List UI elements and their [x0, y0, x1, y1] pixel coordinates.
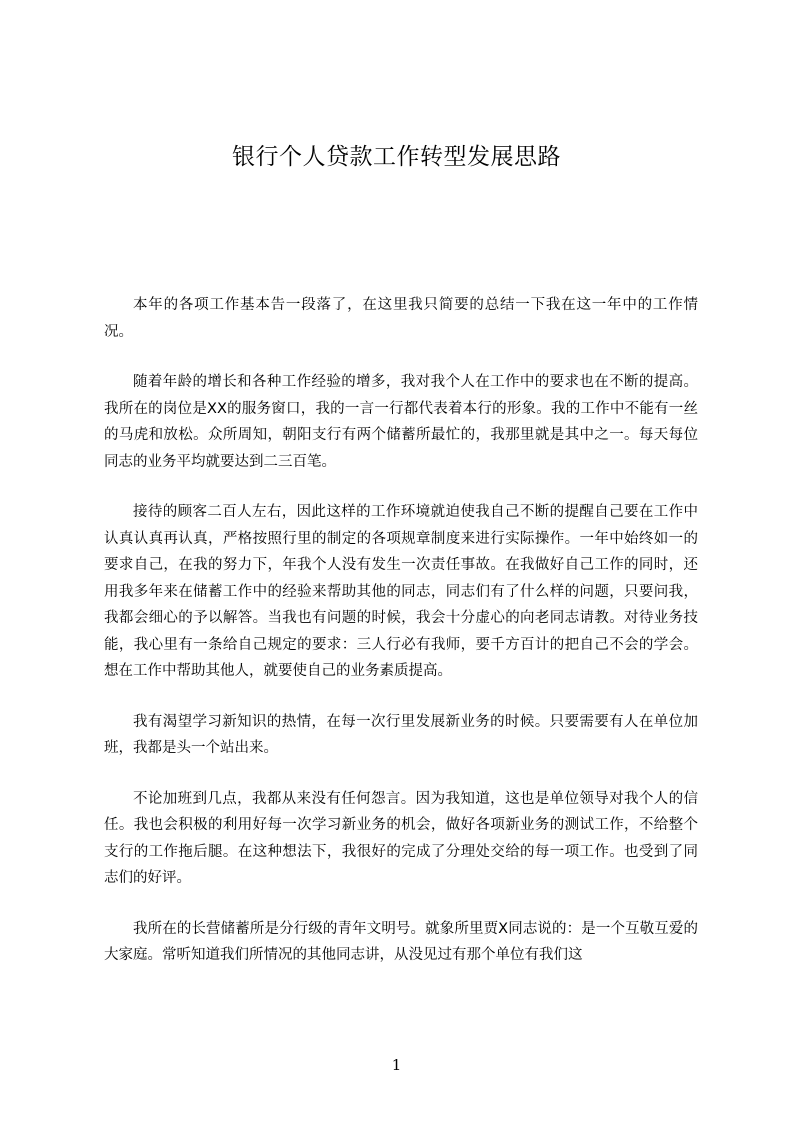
document-title: 银行个人贷款工作转型发展思路 — [232, 144, 561, 170]
paragraph-4: 我有渴望学习新知识的热情，在每一次行里发展新业务的时候。只要需要有人在单位加班，我都是头一个站出来。 — [104, 713, 698, 756]
paragraph-3: 接待的顾客二百人左右，因此这样的工作环境就迫使我自己不断的提醒自己要在工作中认真认真再认真，严格按照行里的制定的各项规章制度来进行实际操作。一年中始终如一的要求自己，在我的努力下，年我个人没有发生一次责任事故。在我做好自己工作的同时，还用我多年来在储蓄工作中的经验来帮助其他的同志，同志们有了什么样的问题，只要问我，我都会细心的予以解答。当我也有问题的时候，我会十分虚心的向老同志请教。对待业务技能，我心里有一条给自己规定的要求：三人行必有我师，要千方百计的把自己不会的学会。想在工作中帮助其他人，就要使自己的业务素质提高。 — [104, 504, 698, 679]
paragraph-2: 随着年龄的增长和各种工作经验的增多，我对我个人在工作中的要求也在不断的提高。我所在的岗位是XX的服务窗口，我的一言一行都代表着本行的形象。我的工作中不能有一丝的马虎和放松。众所周知，朝阳支行有两个储蓄所最忙的，我那里就是其中之一。每天每位同志的业务平均就要达到二三百笔。 — [104, 374, 698, 470]
document-body — [104, 292, 698, 993]
paragraph-1: 本年的各项工作基本告一段落了，在这里我只简要的总结一下我在这一年中的工作情况。 — [104, 297, 698, 340]
paragraph-5: 不论加班到几点，我都从来没有任何怨言。因为我知道，这也是单位领导对我个人的信任。我也会积极的利用好每一次学习新业务的机会，做好各项新业务的测试工作，不给整个支行的工作拖后腿。在这种想法下，我很好的完成了分理处交给的每一项工作。也受到了同志们的好评。 — [104, 790, 698, 886]
page-number: 1 — [391, 1056, 402, 1074]
paragraph-6: 我所在的长营储蓄所是分行级的青年文明号。就象所里贾X同志说的：是一个互敬互爱的大家庭。常听知道我们所情况的其他同志讲，从没见过有那个单位有我们这 — [104, 920, 698, 963]
